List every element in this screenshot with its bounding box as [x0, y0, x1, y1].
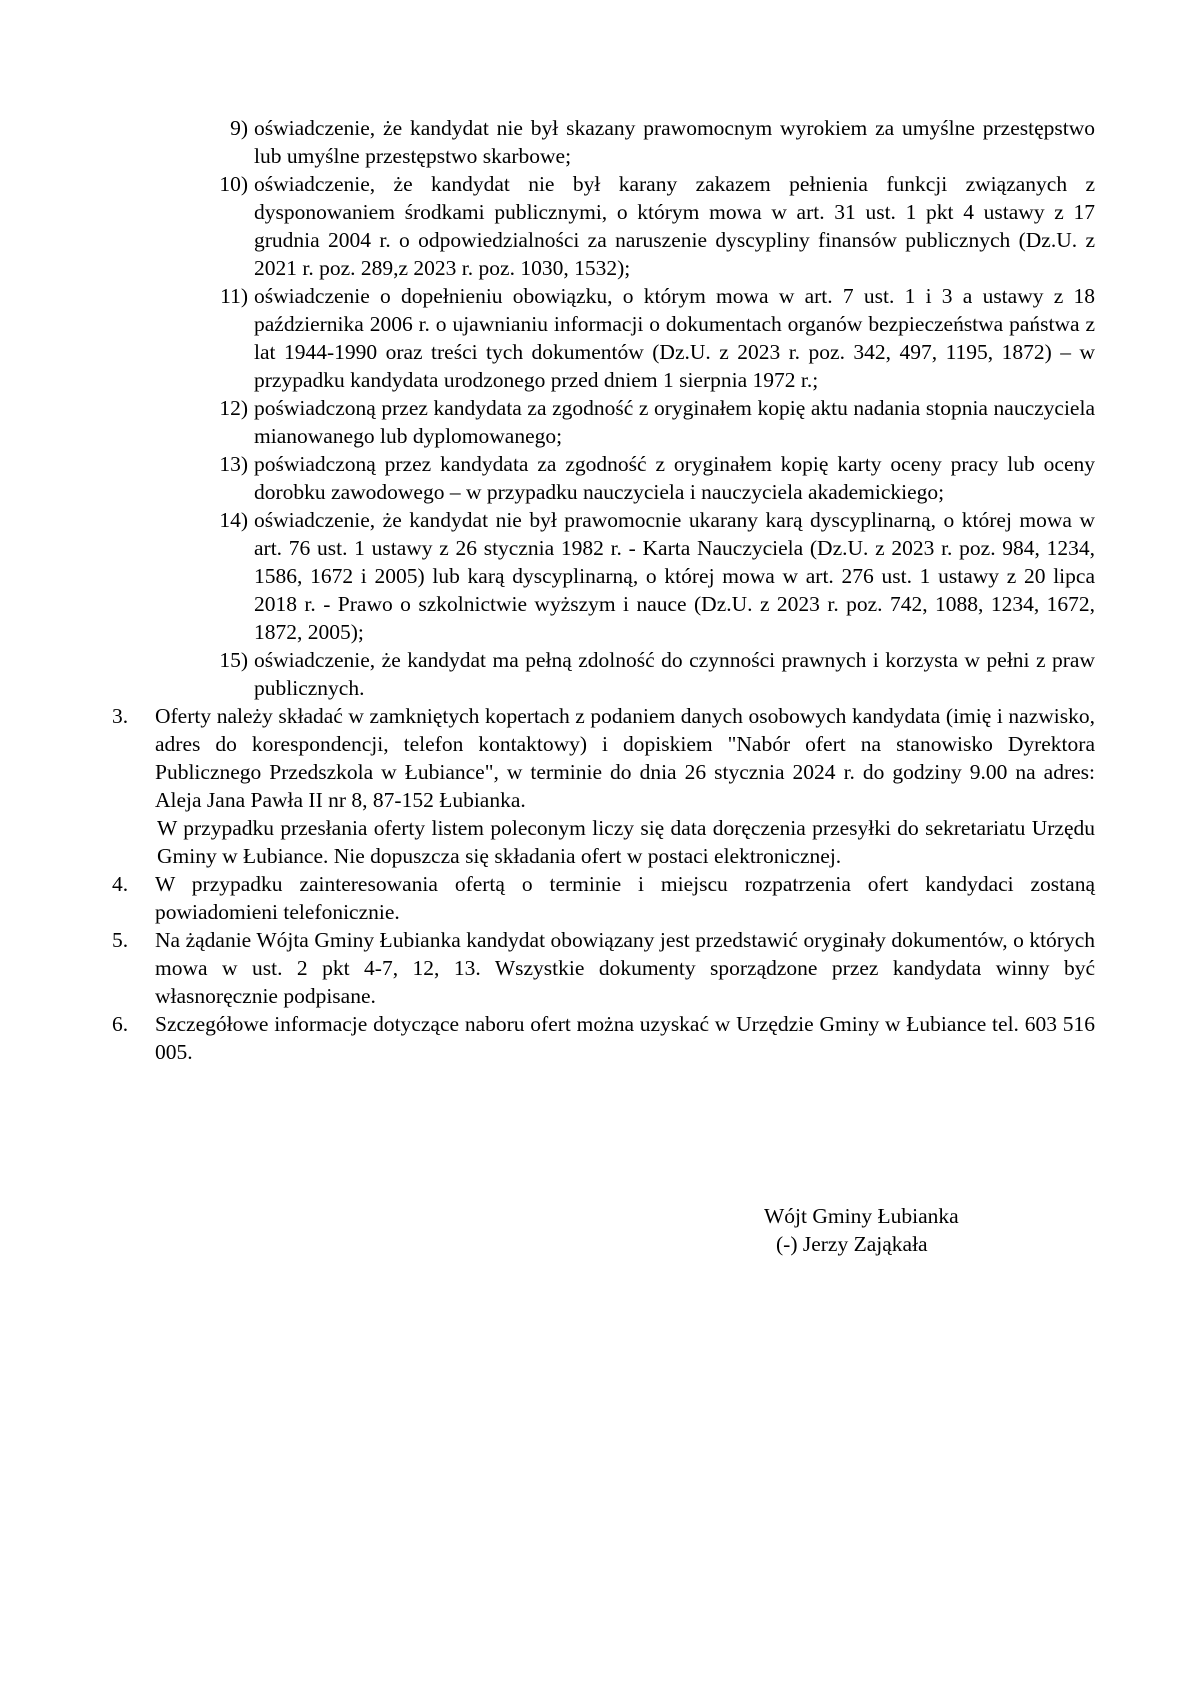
- main-numbered-list: [112, 702, 1095, 1066]
- main-list-item: [112, 926, 1095, 1010]
- sublist-item-text: oświadczenie, że kandydat nie był karany zakazem pełnienia funkcji związanych z dysponowaniem środkami publicznymi, o którym mowa w art. 31 ust. 1 pkt 4 ustawy z 17 grudnia 2004 r. o odpowiedzialności za naruszenie dyscypliny finansów publicznych (Dz.U. z 2021 r. poz. 289,z 2023 r. poz. 1030, 1532);: [254, 172, 1095, 280]
- sublist-item: [196, 114, 1095, 170]
- signatory-title: Wójt Gminy Łubianka: [764, 1204, 959, 1228]
- main-list-item: [112, 702, 1095, 870]
- sublist-item: [196, 450, 1095, 506]
- main-list-item-number: 3.: [112, 704, 129, 728]
- sublist-item: [196, 394, 1095, 450]
- sublist-item-text: oświadczenie, że kandydat nie był skazany prawomocnym wyrokiem za umyślne przestępstwo lub umyślne przestępstwo skarbowe;: [254, 116, 1095, 168]
- offer-submission-paragraph: Oferty należy składać w zamkniętych kopertach z podaniem danych osobowych kandydata (imię i nazwisko, adres do korespondencji, telefon kontaktowy) i dopiskiem "Nabór ofert na stanowisko Dyrektora Publicznego Przedszkola w Łubiance", w terminie do dnia 26 stycznia 2024 r. do godziny 9.00 na adres: Aleja Jana Pawła II nr 8, 87-152 Łubianka.: [155, 704, 1095, 812]
- sublist-item: [196, 646, 1095, 702]
- main-list-item-number: 5.: [112, 928, 129, 952]
- sublist-item-number: 9): [230, 116, 248, 140]
- sublist-item-number: 12): [219, 396, 248, 420]
- sublist-item-number: 11): [220, 284, 248, 308]
- sublist-item: [196, 282, 1095, 394]
- sublist-item: [196, 170, 1095, 282]
- signature-block: [764, 1202, 1084, 1258]
- main-list-item-body: [152, 926, 1095, 1010]
- sublist-item-text: oświadczenie o dopełnieniu obowiązku, o którym mowa w art. 7 ust. 1 i 3 a ustawy z 18 października 2006 r. o ujawnianiu informacji o dokumentach organów bezpieczeństwa państwa z lat 1944-1990 oraz treści tych dokumentów (Dz.U. z 2023 r. poz. 342, 497, 1195, 1872) – w przypadku kandydata urodzonego przed dniem 1 sierpnia 1972 r.;: [254, 284, 1095, 392]
- main-list-item-body: [152, 702, 1095, 870]
- sublist-item-text: poświadczoną przez kandydata za zgodność z oryginałem kopię aktu nadania stopnia nauczyciela mianowanego lub dyplomowanego;: [254, 396, 1095, 448]
- sublist-item-number: 14): [219, 508, 248, 532]
- main-list-item-number: 4.: [112, 872, 129, 896]
- registered-mail-paragraph: W przypadku przesłania oferty listem poleconym liczy się data doręczenia przesyłki do sekretariatu Urzędu Gminy w Łubiance. Nie dopuszcza się składania ofert w postaci elektronicznej.: [157, 816, 1095, 868]
- main-list-item: [112, 870, 1095, 926]
- main-list-item: [112, 1010, 1095, 1066]
- main-list-item-body: [152, 870, 1095, 926]
- sublist-item-text: oświadczenie, że kandydat ma pełną zdolność do czynności prawnych i korzysta w pełni z praw publicznych.: [254, 648, 1095, 700]
- sublist-item-number: 13): [219, 452, 248, 476]
- required-documents-sublist: [196, 114, 1095, 702]
- signatory-name: (-) Jerzy Zająkała: [776, 1232, 928, 1256]
- sublist-item-number: 15): [219, 648, 248, 672]
- sublist-item-number: 10): [219, 172, 248, 196]
- notification-paragraph: W przypadku zainteresowania ofertą o terminie i miejscu rozpatrzenia ofert kandydaci zostaną powiadomieni telefonicznie.: [155, 872, 1095, 924]
- sublist-item: [196, 506, 1095, 646]
- sublist-item-text: poświadczoną przez kandydata za zgodność z oryginałem kopię karty oceny pracy lub oceny dorobku zawodowego – w przypadku nauczyciela i nauczyciela akademickiego;: [254, 452, 1095, 504]
- main-list-item-number: 6.: [112, 1012, 129, 1036]
- contact-info-paragraph: Szczegółowe informacje dotyczące naboru ofert można uzyskać w Urzędzie Gminy w Łubiance tel. 603 516 005.: [155, 1012, 1095, 1064]
- sublist-item-text: oświadczenie, że kandydat nie był prawomocnie ukarany karą dyscyplinarną, o której mowa w art. 76 ust. 1 ustawy z 26 stycznia 1982 r. - Karta Nauczyciela (Dz.U. z 2023 r. poz. 984, 1234, 1586, 1672 i 2005) lub karą dyscyplinarną, o której mowa w art. 276 ust. 1 ustawy z 20 lipca 2018 r. - Prawo o szkolnictwie wyższym i nauce (Dz.U. z 2023 r. poz. 742, 1088, 1234, 1672, 1872, 2005);: [254, 508, 1095, 644]
- original-documents-paragraph: Na żądanie Wójta Gminy Łubianka kandydat obowiązany jest przedstawić oryginały dokumentów, o których mowa w ust. 2 pkt 4-7, 12, 13. Wszystkie dokumenty sporządzone przez kandydata winny być własnoręcznie podpisane.: [155, 928, 1095, 1008]
- main-list-item-body: [152, 1010, 1095, 1066]
